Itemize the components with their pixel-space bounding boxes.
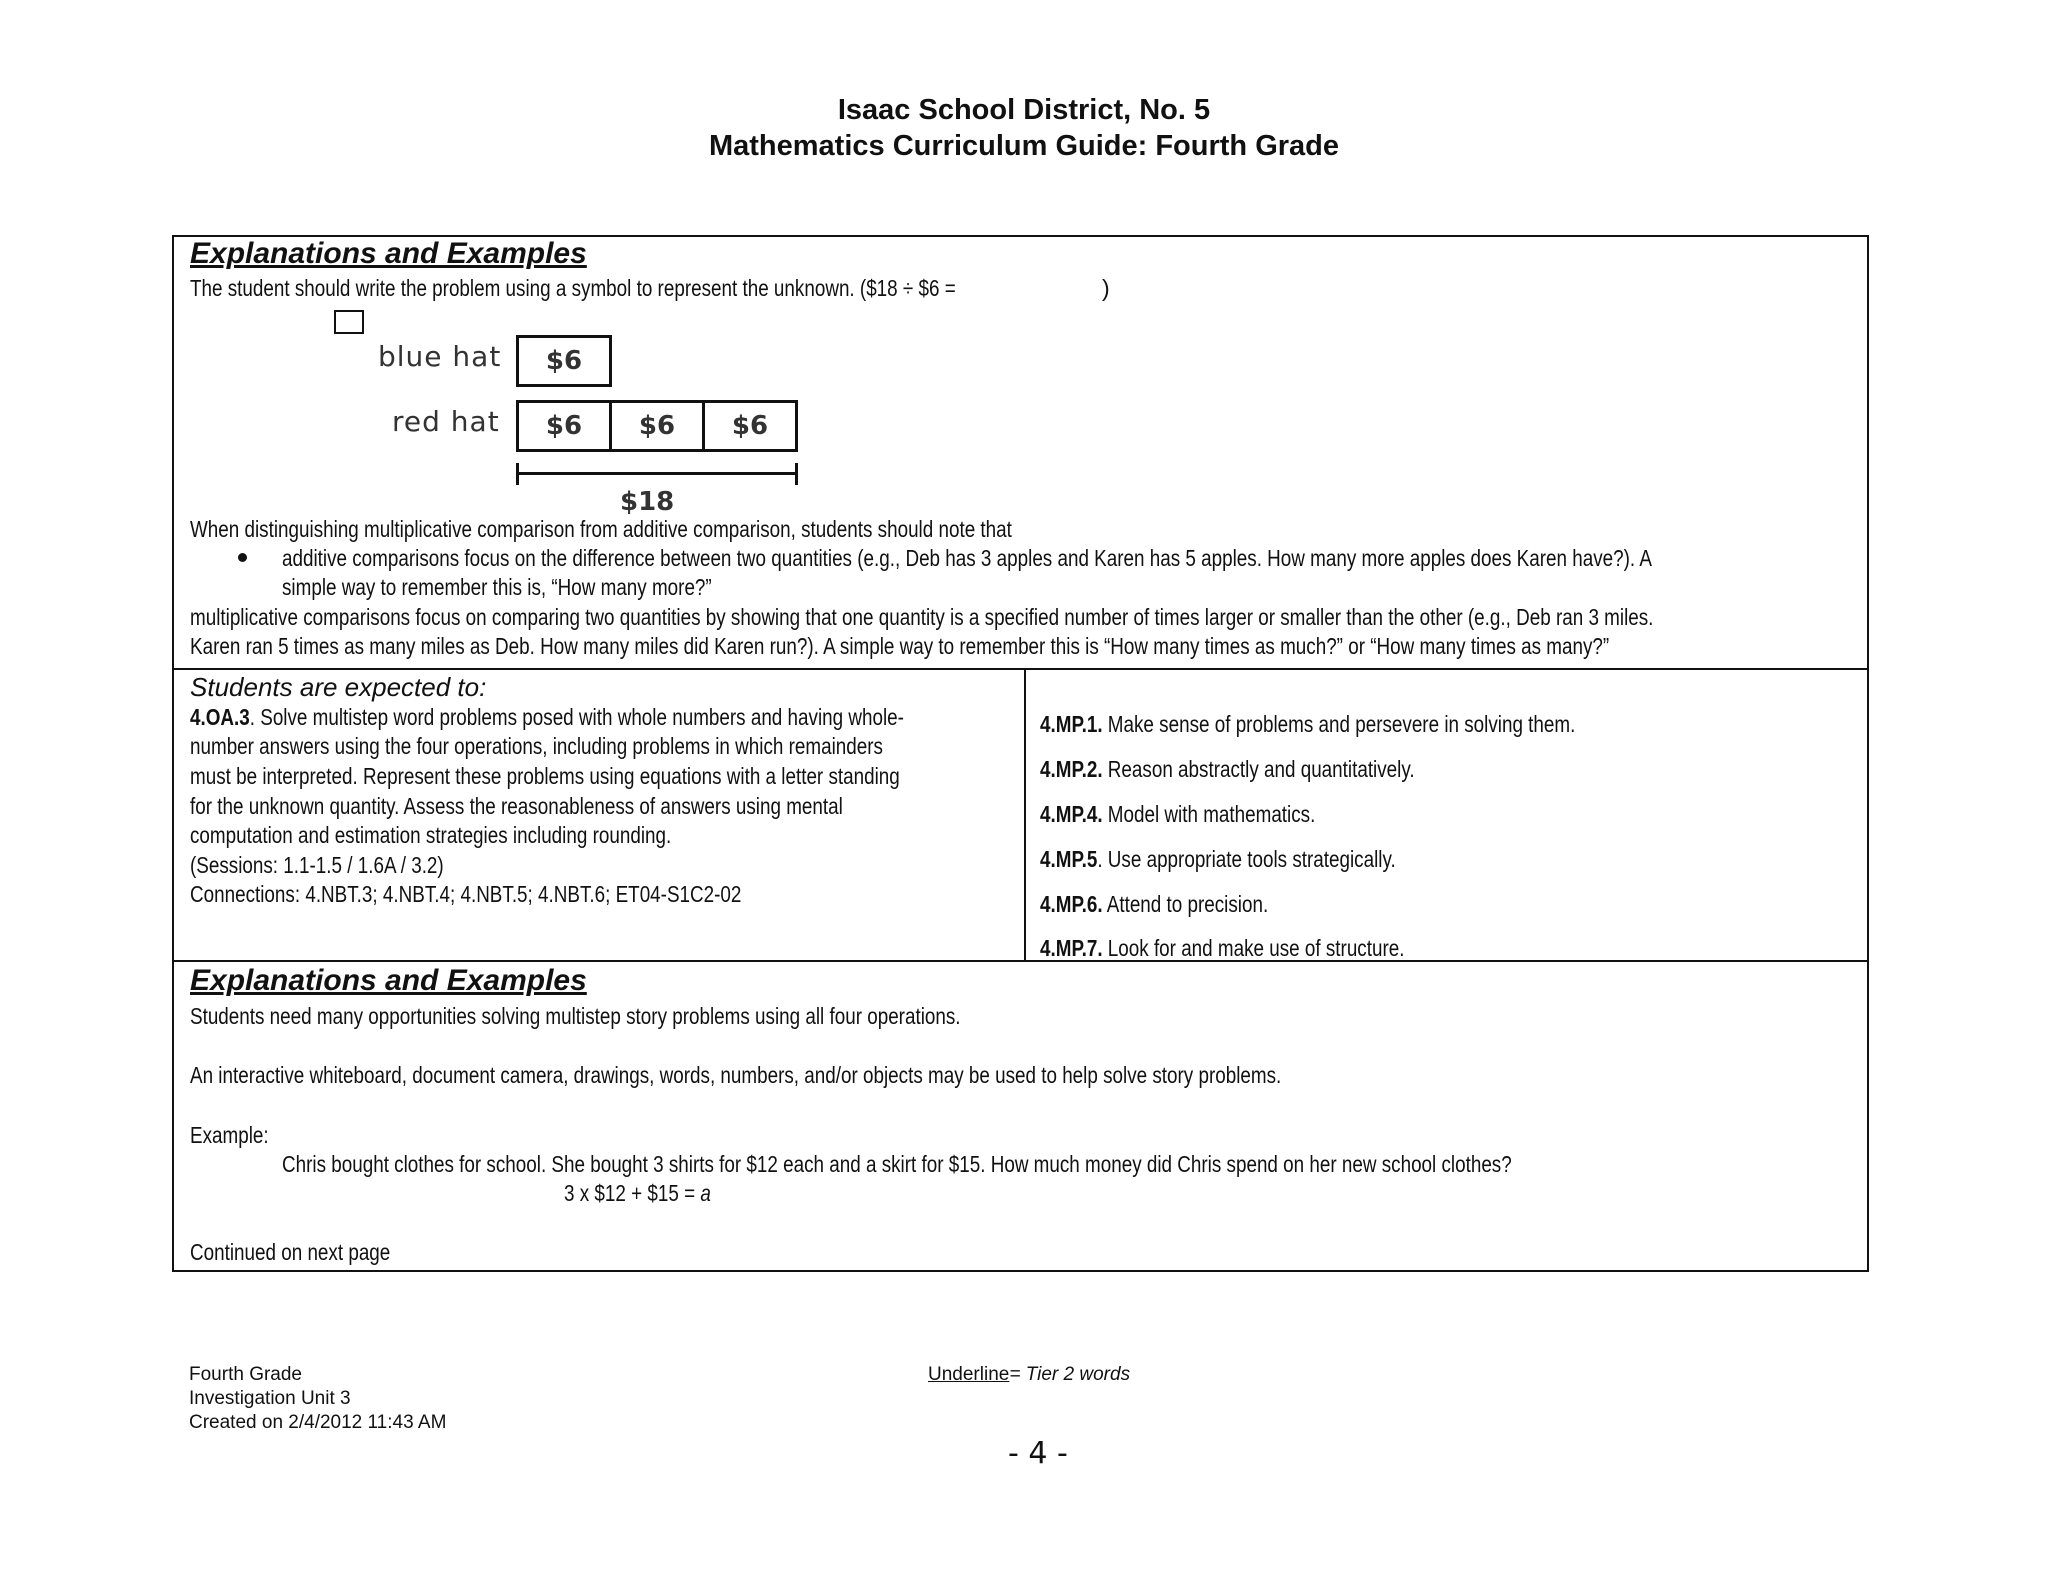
explanations-section-1 <box>172 235 1869 670</box>
tools-line: An interactive whiteboard, document camera, drawings, words, numbers, and/or objects may be used to help solve story problems. <box>190 1062 1282 1088</box>
unknown-box-icon <box>334 310 364 334</box>
expectations-title: Students are expected to: <box>190 672 487 702</box>
sessions-line: (Sessions: 1.1-1.5 / 1.6A / 3.2) <box>190 852 444 878</box>
page-number: - 4 - <box>1008 1436 1068 1471</box>
connections-line: Connections: 4.NBT.3; 4.NBT.4; 4.NBT.5; 4.NBT.6; ET04-S1C2-02 <box>190 881 742 907</box>
blue-hat-cell: $6 <box>516 335 612 387</box>
practice-mp7: 4.MP.7. Look for and make use of structure. <box>1040 935 1405 961</box>
blue-hat-label: blue hat <box>378 340 502 373</box>
mult-line-2: Karen ran 5 times as many miles as Deb. How many miles did Karen run?). A simple way to remember this is “How many times as much?” or “How many times as many?” <box>190 633 1610 659</box>
standard-line-4: for the unknown quantity. Assess the reasonableness of answers using mental <box>190 793 843 819</box>
expectations-section <box>172 668 1869 962</box>
intro-line <box>190 274 1124 303</box>
example-text: Chris bought clothes for school. She bought 3 shirts for $12 each and a skirt for $15. How much money did Chris spend on her new school clothes? <box>282 1151 1512 1177</box>
mult-line-1: multiplicative comparisons focus on comparing two quantities by showing that one quantity is a specified number of times larger or smaller than the other (e.g., Deb ran 3 miles. <box>190 604 1654 630</box>
total-bracket <box>516 463 798 485</box>
footer-info <box>189 1363 446 1435</box>
explanations-section-2 <box>172 960 1869 1272</box>
intro-close: ) <box>1102 275 1110 301</box>
bullet-icon <box>238 553 247 562</box>
legend-underline: Underline <box>928 1364 1010 1385</box>
practice-mp5: 4.MP.5. Use appropriate tools strategically. <box>1040 846 1396 872</box>
section-title: Explanations and Examples <box>190 237 587 270</box>
tier-legend <box>928 1363 1130 1387</box>
standard-line-5: computation and estimation strategies including rounding. <box>190 822 672 848</box>
opportunities-line: Students need many opportunities solving multistep story problems using all four operations. <box>190 1003 961 1029</box>
practice-mp4: 4.MP.4. Model with mathematics. <box>1040 801 1316 827</box>
bullet-line-1: additive comparisons focus on the difference between two quantities (e.g., Deb has 3 apples and Karen has 5 apples. How many more apples does Karen have?). A <box>282 545 1652 571</box>
document-header <box>0 92 2048 164</box>
footer-created: Created on 2/4/2012 11:43 AM <box>189 1412 447 1433</box>
guide-title: Mathematics Curriculum Guide: Fourth Grade <box>708 130 1340 162</box>
standard-line-2: number answers using the four operations, including problems in which remainders <box>190 733 883 759</box>
bullet-line-2: simple way to remember this is, “How many more?” <box>282 574 712 600</box>
distinguish-line: When distinguishing multiplicative comparison from additive comparison, students should note that <box>190 516 1012 542</box>
practice-mp2: 4.MP.2. Reason abstractly and quantitatively. <box>1040 756 1415 782</box>
example-equation: 3 x $12 + $15 = a <box>564 1180 711 1206</box>
footer-grade: Fourth Grade <box>189 1364 302 1385</box>
legend-text: = Tier 2 words <box>1009 1364 1131 1385</box>
red-hat-cell-1: $6 <box>516 400 612 452</box>
red-hat-cell-2: $6 <box>609 400 705 452</box>
red-hat-cell-3: $6 <box>702 400 798 452</box>
practice-mp1: 4.MP.1. Make sense of problems and persevere in solving them. <box>1040 711 1576 737</box>
standard-code: 4.OA.3 <box>190 704 250 730</box>
standard-line-3: must be interpreted. Represent these problems using equations with a letter standing <box>190 763 900 789</box>
footer-unit: Investigation Unit 3 <box>189 1388 351 1409</box>
practice-mp6: 4.MP.6. Attend to precision. <box>1040 891 1269 917</box>
standard-line-1: 4.OA.3. Solve multistep word problems posed with whole numbers and having whole- <box>190 704 904 730</box>
total-label: $18 <box>620 487 675 517</box>
example-label: Example: <box>190 1122 269 1148</box>
district-title: Isaac School District, No. 5 <box>837 94 1211 126</box>
intro-text: The student should write the problem using a symbol to represent the unknown. ($18 ÷ $6 = <box>190 275 956 301</box>
red-hat-label: red hat <box>392 405 500 438</box>
section-title: Explanations and Examples <box>190 964 587 997</box>
continued-line: Continued on next page <box>190 1239 391 1265</box>
